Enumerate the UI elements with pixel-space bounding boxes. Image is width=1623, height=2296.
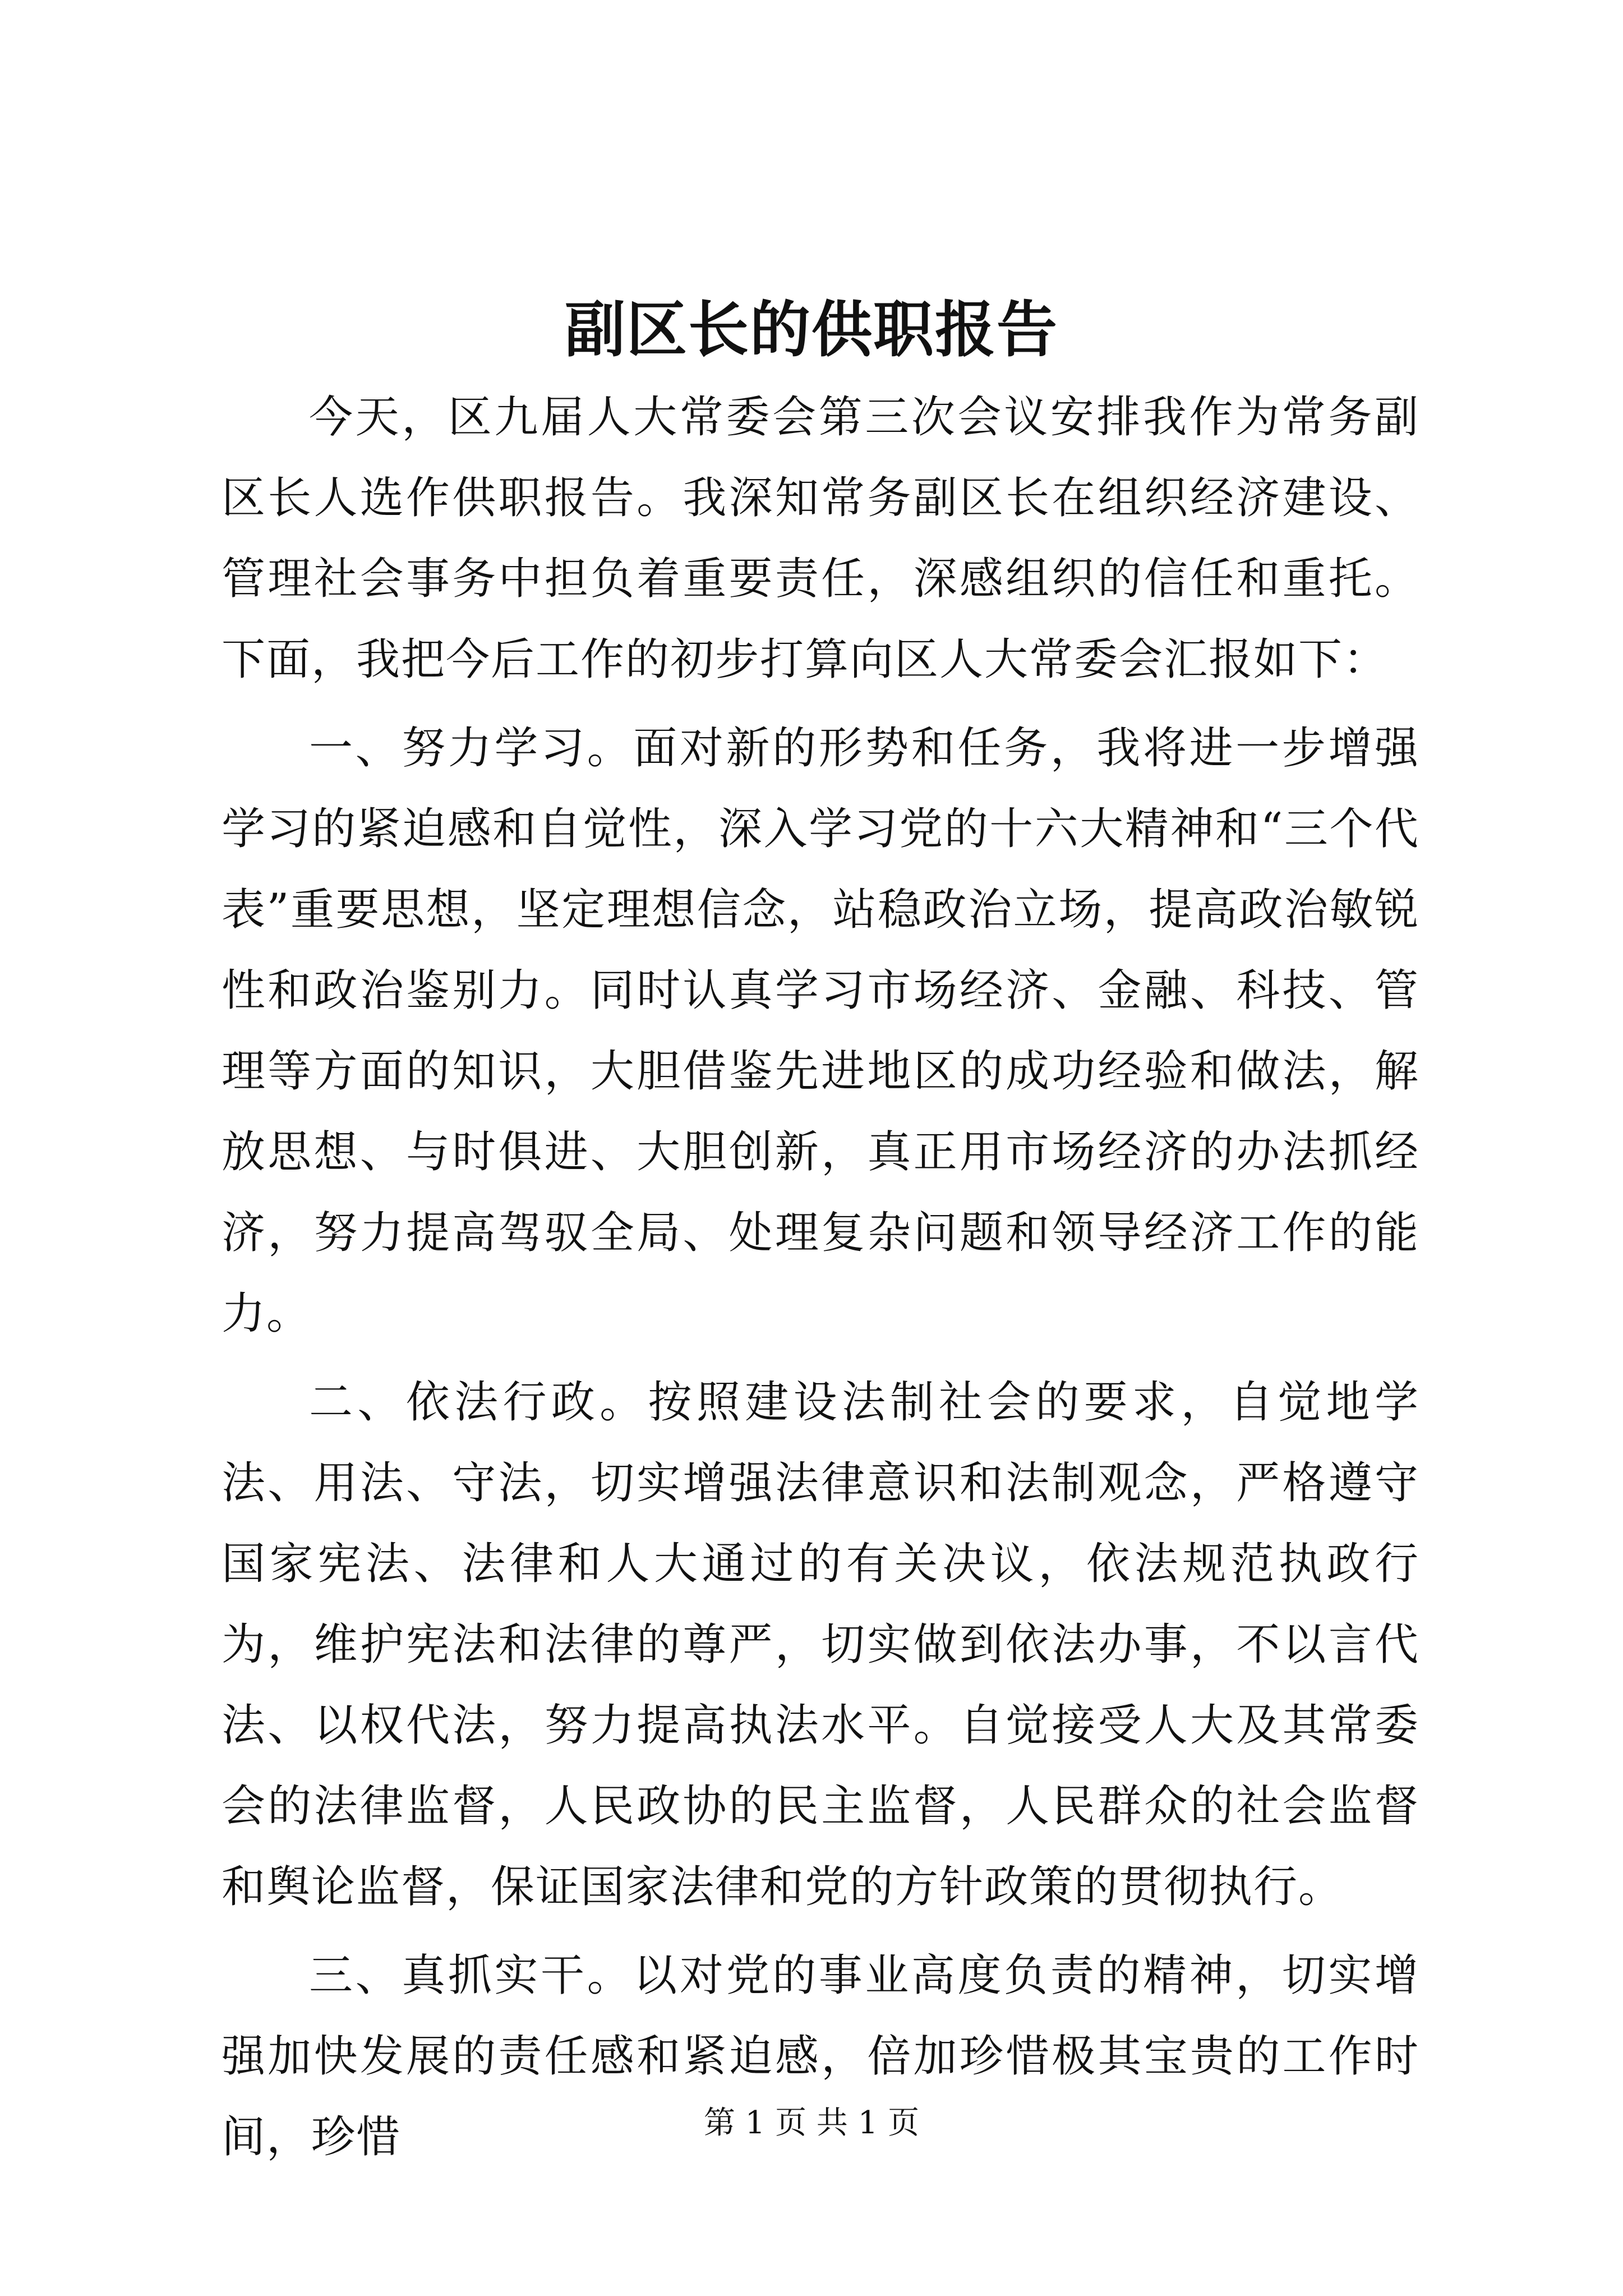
paragraph-intro: 今天，区九届人大常委会第三次会议安排我作为常务副区长人选作供职报告。我深知常务副区长在组织经济建设、管理社会事务中担负着重要责任，深感组织的信任和重托。下面，我把今后工作的初步打算向区人大常委会汇报如下： <box>222 392 1419 685</box>
paragraph-practice: 三、真抓实干。以对党的事业高度负责的精神，切实增强加快发展的责任感和紧迫感，倍加珍惜极其宝贵的工作时间，珍惜 <box>222 1950 1419 2162</box>
paragraph-study: 一、努力学习。面对新的形势和任务，我将进一步增强学习的紧迫感和自觉性，深入学习党的十六大精神和“三个代表”重要思想，坚定理想信念，站稳政治立场，提高政治敏锐性和政治鉴别力。同时认真学习市场经济、金融、科技、管理等方面的知识，大胆借鉴先进地区的成功经验和做法，解放思想、与时俱进、大胆创新，真正用市场经济的办法抓经济，努力提高驾驭全局、处理复杂问题和领导经济工作的能力。 <box>222 723 1419 1339</box>
paragraph-law: 二、依法行政。按照建设法制社会的要求，自觉地学法、用法、守法，切实增强法律意识和法制观念，严格遵守国家宪法、法律和人大通过的有关决议，依法规范执政行为，维护宪法和法律的尊严，切实做到依法办事，不以言代法、以权代法，努力提高执法水平。自觉接受人大及其常委会的法律监督，人民政协的民主监督，人民群众的社会监督和舆论监督，保证国家法律和党的方针政策的贯彻执行。 <box>222 1377 1419 1912</box>
page-number-footer: 第 1 页 共 1 页 <box>703 2105 920 2141</box>
document-title: 副区长的供职报告 <box>564 295 1058 365</box>
document-body <box>222 377 1419 2178</box>
